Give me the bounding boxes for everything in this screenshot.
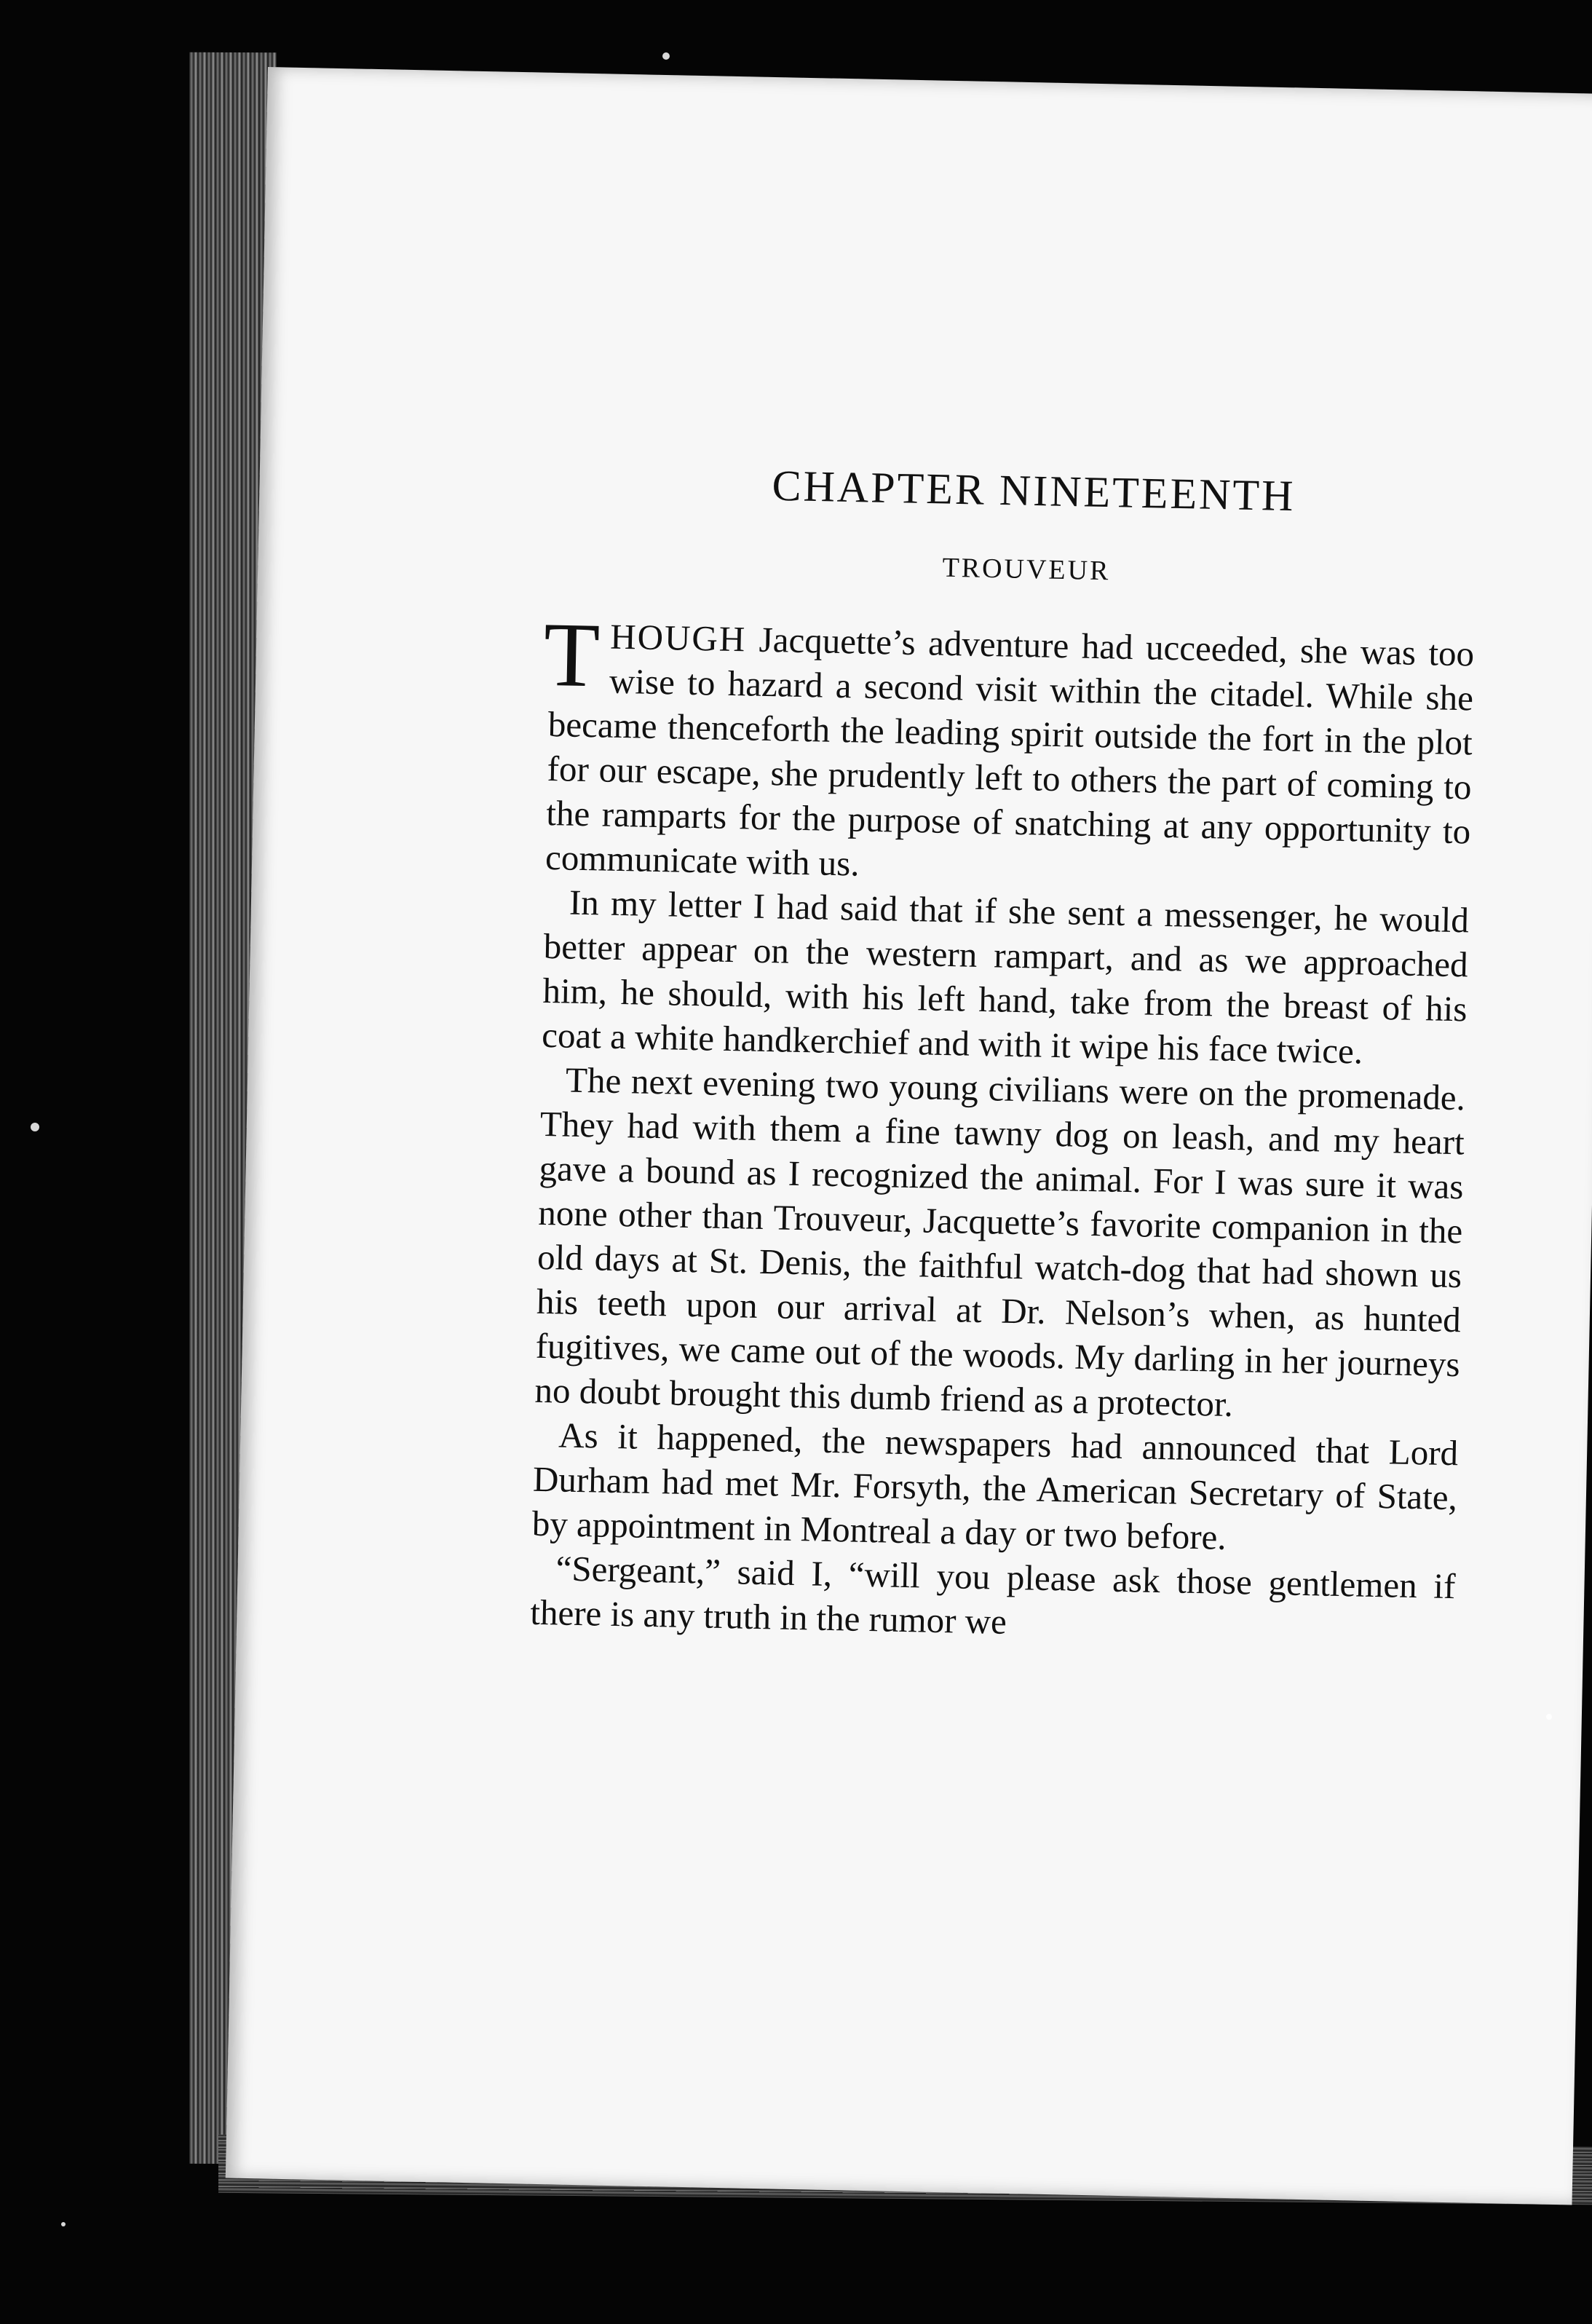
chapter-title: CHAPTER NINETEENTH xyxy=(771,461,1296,521)
paragraph-1 xyxy=(542,604,1475,898)
paragraph-4: As it happened, the newspapers had announced that Lord Durham had met Mr. Forsyth, the American Secretary of State, by appointment in Montreal a day or two before. xyxy=(531,1415,1459,1557)
dust-speck xyxy=(1546,1714,1552,1720)
dust-speck xyxy=(61,2222,66,2226)
paragraph-2: In my letter I had said that if she sent a messenger, he would better appear on the western rampart, and as we approached him, he should, with his left hand, take from the breast of his coat a white handkerchief and with it wipe his face twice. xyxy=(541,882,1470,1072)
dust-speck xyxy=(662,52,670,60)
paragraph-1-text: Jacquette’s adventure had ucceeded, she was too wise to hazard a second visit within the citadel. While she became thenceforth the leading spirit outside the fort in the plot for our escape, she prudently left to others the part of coming to the ramparts for the purpose of snatching at any opportunity to communicate with us. xyxy=(544,619,1475,884)
dust-speck xyxy=(31,1123,39,1131)
drop-cap: T xyxy=(542,604,601,707)
chapter-body-text xyxy=(529,604,1475,1653)
chapter-subtitle: TROUVEUR xyxy=(942,552,1111,587)
paragraph-3: The next evening two young civilians were on the promenade. They had with them a fine tawny dog on leash, and my heart gave a bound as I recognized the animal. For I was sure it was none other than Trouveur, Jacquette’s favorite companion in the old days at St. Denis, the faithful watch-dog that had shown us his teeth upon our arrival at Dr. Nelson’s when, as hunted fugitives, we came out of the woods. My darling in her journeys no doubt brought this dumb friend as a protector. xyxy=(534,1059,1466,1425)
paragraph-5: “Sergeant,” said I, “will you please ask those gentlemen if there is any truth in the rumor we xyxy=(529,1548,1456,1642)
opening-caps: HOUGH xyxy=(609,616,747,660)
